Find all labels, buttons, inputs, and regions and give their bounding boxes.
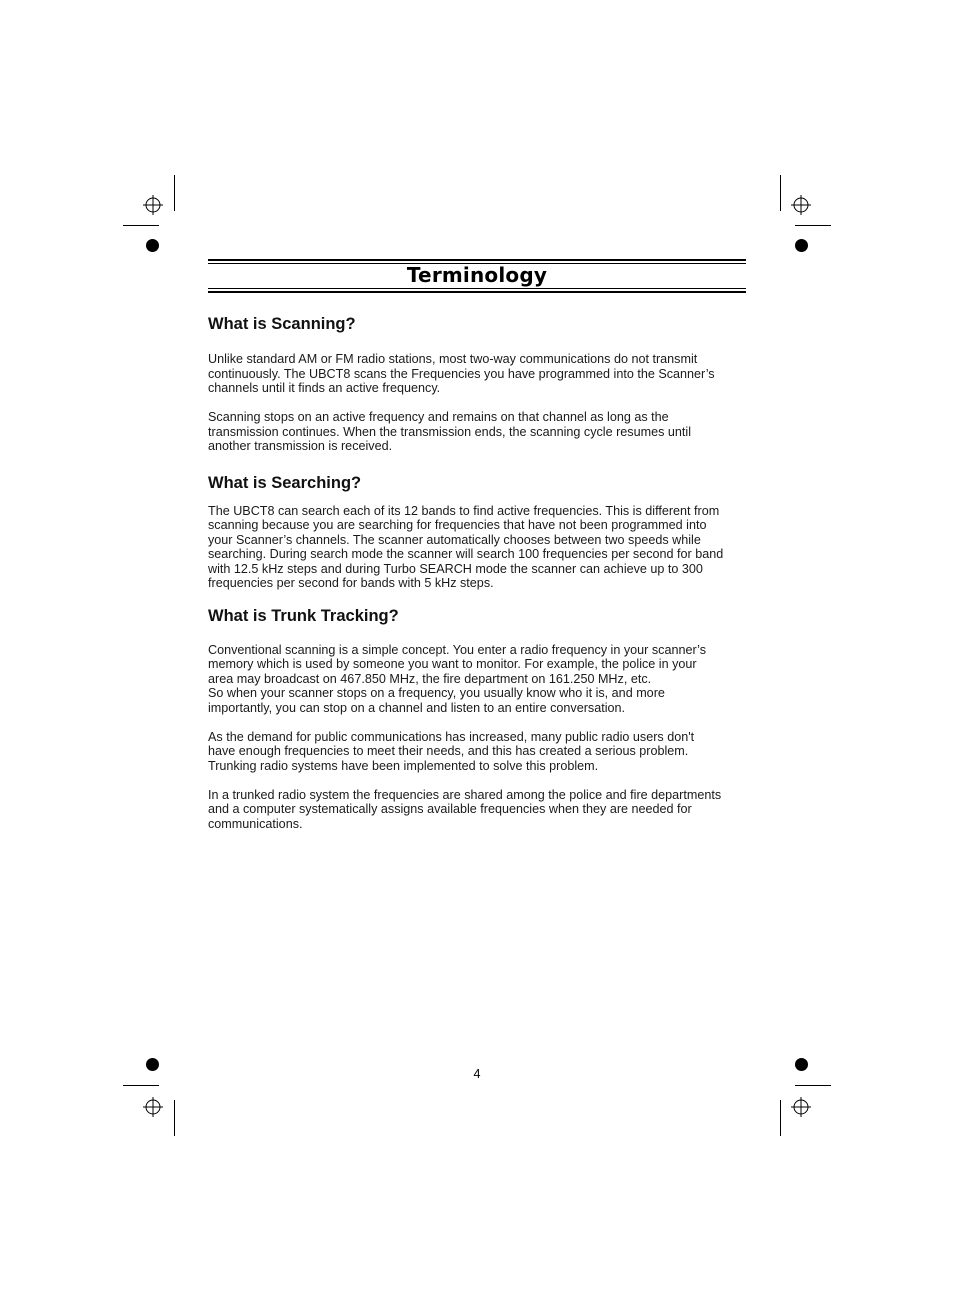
paragraph: Scanning stops on an active frequency and remains on that channel as long as the transmission continues. When the transmission ends, the scanning cycle resumes until another transmission is received. <box>208 410 691 453</box>
paragraph: Conventional scanning is a simple concept. You enter a radio frequency in your scanner’s memory which is used by someone you want to monitor. For example, the police in your area may broadcast on 467.850 MHz, the fire department on 161.250 MHz, etc. So when your scanner stops on a frequency, you usually know who it is, and more importantly, you can stop on a channel and listen to an entire conversation. <box>208 642 706 715</box>
paragraph: In a trunked radio system the frequencies are shared among the police and fire departments and a computer systematically assigns available frequencies when they are needed for communications. <box>208 787 722 831</box>
bullet-dot-icon <box>795 1058 808 1071</box>
paragraph: Unlike standard AM or FM radio stations, most two-way communications do not transmit continuously. The UBCT8 scans the Frequencies you have programmed into the Scanner’s channels until it finds an active frequency. <box>208 352 715 395</box>
bullet-dot-icon <box>146 239 159 252</box>
title-rule-top-thick <box>208 259 746 261</box>
title-rule-bottom-thick <box>208 291 746 293</box>
section-trunk-tracking <box>208 606 748 832</box>
page-content <box>208 314 748 831</box>
page-number: 4 <box>473 1067 481 1081</box>
section-heading: What is Trunk Tracking? <box>208 606 399 625</box>
paragraph: As the demand for public communications has increased, many public radio users don't have enough frequencies to meet their needs, and this has created a serious problem. Trunking radio systems have been implemented to solve this problem. <box>208 729 695 773</box>
section-scanning <box>208 314 748 454</box>
title-rule-bottom-thin <box>208 288 746 289</box>
page-title: Terminology <box>406 263 548 287</box>
crosshair-icon <box>143 1097 163 1117</box>
title-banner <box>208 259 746 294</box>
section-heading: What is Scanning? <box>208 315 356 333</box>
section-searching <box>208 473 748 591</box>
crosshair-icon <box>791 195 811 215</box>
crosshair-icon <box>791 1097 811 1117</box>
bullet-dot-icon <box>795 239 808 252</box>
bullet-dot-icon <box>146 1058 159 1071</box>
crosshair-icon <box>143 195 163 215</box>
paragraph: The UBCT8 can search each of its 12 bands to find active frequencies. This is different from scanning because you are searching for frequencies that have not been programmed into your Scanner’s channels. The scanner automatically chooses between two speeds while searching. During search mode the scanner will search 100 frequencies per second for band with 12.5 kHz steps and during Turbo SEARCH mode the scanner can achieve up to 300 frequencies per second for bands with 5 kHz steps. <box>208 503 724 590</box>
section-heading: What is Searching? <box>208 473 362 492</box>
